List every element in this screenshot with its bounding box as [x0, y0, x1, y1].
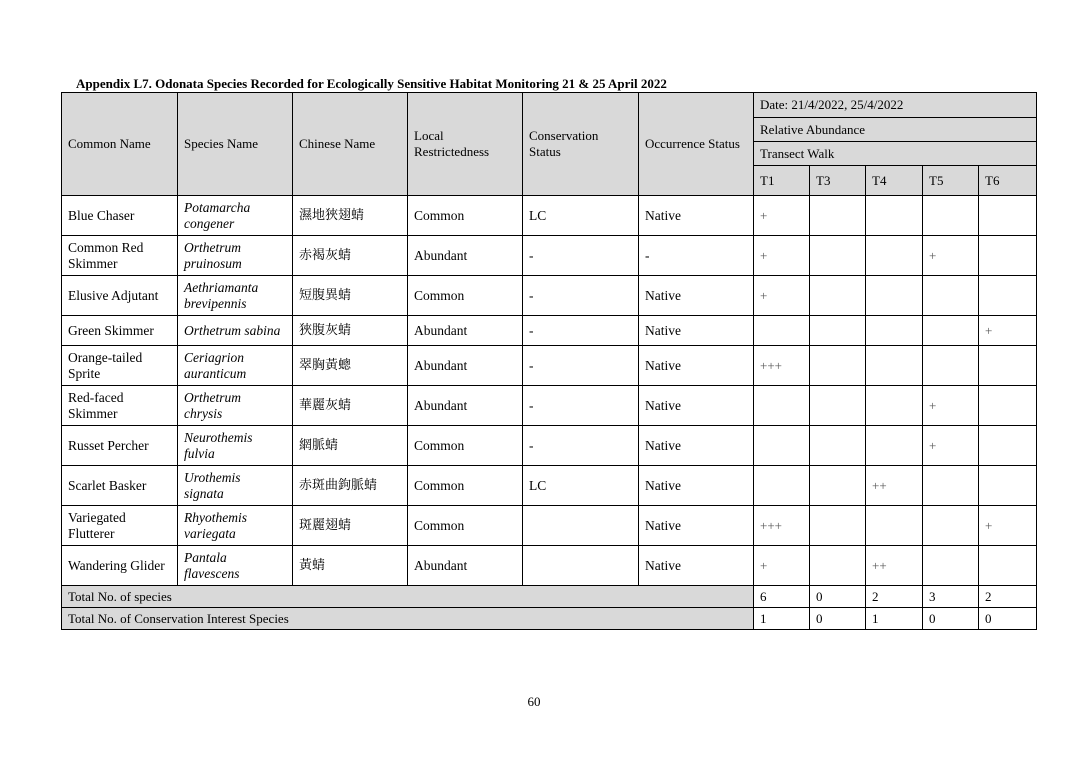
cell-abundance-t4: ++ [866, 546, 923, 586]
header-transect-t3: T3 [810, 166, 866, 196]
total-row [62, 608, 1037, 630]
table-row [62, 196, 1037, 236]
cell-local-restrictedness: Abundant [408, 386, 523, 426]
cell-species-name [178, 466, 293, 506]
header-transect-t1: T1 [754, 166, 810, 196]
table-row [62, 236, 1037, 276]
cell-abundance-t3 [810, 196, 866, 236]
total-value-t1: 6 [754, 586, 810, 608]
species-name-part: signata [184, 485, 224, 501]
cell-occurrence-status: Native [639, 346, 754, 386]
total-value-t6: 0 [979, 608, 1037, 630]
species-name-part: Orthetrum [184, 239, 241, 255]
cell-chinese-name: 赤褐灰蜻 [293, 236, 408, 276]
species-name-part: auranticum [184, 365, 247, 381]
page-number: 60 [527, 694, 541, 709]
cell-abundance-t5: + [923, 426, 979, 466]
total-row [62, 586, 1037, 608]
table-row [62, 316, 1037, 346]
header-local-restrictedness: Local Restrictedness [408, 93, 523, 196]
cell-abundance-t1: + [754, 546, 810, 586]
cell-chinese-name: 華麗灰蜻 [293, 386, 408, 426]
cell-chinese-name: 赤斑曲鉤脈蜻 [293, 466, 408, 506]
cell-abundance-t4 [866, 316, 923, 346]
cell-abundance-t4 [866, 346, 923, 386]
cell-abundance-t4 [866, 236, 923, 276]
species-name-part: Urothemis [184, 469, 241, 485]
table-row [62, 346, 1037, 386]
total-value-t4: 2 [866, 586, 923, 608]
cell-abundance-t5: + [923, 386, 979, 426]
cell-species-name [178, 316, 293, 346]
total-value-t5: 3 [923, 586, 979, 608]
total-label: Total No. of species [62, 586, 754, 608]
cell-abundance-t4 [866, 506, 923, 546]
cell-abundance-t1 [754, 426, 810, 466]
cell-abundance-t5 [923, 506, 979, 546]
cell-chinese-name: 網脈蜻 [293, 426, 408, 466]
species-name-part: Rhyothemis [184, 509, 247, 525]
table-caption: Appendix L7. Odonata Species Recorded for Ecologically Sensitive Habitat Monitoring 21 & 25 April 2022 [76, 76, 667, 91]
cell-abundance-t5 [923, 546, 979, 586]
cell-conservation-status: LC [523, 466, 639, 506]
header-conservation-status: Conservation Status [523, 93, 639, 196]
cell-chinese-name: 短腹異蜻 [293, 276, 408, 316]
cell-conservation-status [523, 506, 639, 546]
cell-abundance-t6: + [979, 506, 1037, 546]
table-row [62, 546, 1037, 586]
cell-abundance-t3 [810, 426, 866, 466]
cell-species-name [178, 276, 293, 316]
cell-abundance-t6: + [979, 316, 1037, 346]
cell-occurrence-status: Native [639, 316, 754, 346]
cell-species-name [178, 506, 293, 546]
table-row [62, 506, 1037, 546]
cell-abundance-t3 [810, 236, 866, 276]
cell-occurrence-status: Native [639, 386, 754, 426]
cell-local-restrictedness: Abundant [408, 346, 523, 386]
cell-species-name [178, 346, 293, 386]
odonata-species-table [61, 92, 1037, 630]
cell-abundance-t1: + [754, 236, 810, 276]
cell-common-name: Elusive Adjutant [62, 276, 178, 316]
cell-chinese-name: 狹腹灰蜻 [293, 316, 408, 346]
header-transect-t6: T6 [979, 166, 1037, 196]
header-transect-t5: T5 [923, 166, 979, 196]
cell-species-name [178, 236, 293, 276]
header-relative-abundance: Relative Abundance [754, 118, 1037, 142]
cell-abundance-t6 [979, 236, 1037, 276]
cell-abundance-t6 [979, 466, 1037, 506]
cell-common-name: Red-faced Skimmer [62, 386, 178, 426]
table-row [62, 276, 1037, 316]
species-name-part: brevipennis [184, 295, 247, 311]
cell-abundance-t5 [923, 196, 979, 236]
cell-abundance-t3 [810, 386, 866, 426]
header-date: Date: 21/4/2022, 25/4/2022 [754, 93, 1037, 118]
species-name-part: Potamarcha [184, 199, 251, 215]
table-row [62, 426, 1037, 466]
cell-conservation-status: - [523, 386, 639, 426]
species-name-part: Orthetrum [184, 389, 241, 405]
cell-abundance-t1 [754, 386, 810, 426]
total-label: Total No. of Conservation Interest Species [62, 608, 754, 630]
total-value-t6: 2 [979, 586, 1037, 608]
cell-local-restrictedness: Abundant [408, 316, 523, 346]
cell-abundance-t4 [866, 386, 923, 426]
cell-abundance-t5 [923, 276, 979, 316]
cell-abundance-t1: + [754, 276, 810, 316]
species-name-part: Neurothemis [184, 429, 253, 445]
cell-conservation-status: - [523, 316, 639, 346]
cell-abundance-t6 [979, 546, 1037, 586]
cell-local-restrictedness: Common [408, 276, 523, 316]
total-value-t5: 0 [923, 608, 979, 630]
cell-common-name: Blue Chaser [62, 196, 178, 236]
cell-common-name: Variegated Flutterer [62, 506, 178, 546]
species-name-part: chrysis [184, 405, 223, 421]
cell-conservation-status: LC [523, 196, 639, 236]
cell-occurrence-status: Native [639, 466, 754, 506]
cell-common-name: Green Skimmer [62, 316, 178, 346]
header-species-name: Species Name [178, 93, 293, 196]
cell-common-name: Common Red Skimmer [62, 236, 178, 276]
cell-common-name: Wandering Glider [62, 546, 178, 586]
cell-species-name [178, 386, 293, 426]
header-common-name: Common Name [62, 93, 178, 196]
cell-abundance-t6 [979, 276, 1037, 316]
species-name-part: Ceriagrion [184, 349, 245, 365]
cell-abundance-t6 [979, 346, 1037, 386]
cell-occurrence-status: Native [639, 546, 754, 586]
cell-abundance-t6 [979, 196, 1037, 236]
total-value-t1: 1 [754, 608, 810, 630]
cell-abundance-t5 [923, 466, 979, 506]
cell-abundance-t1: +++ [754, 346, 810, 386]
cell-abundance-t1: +++ [754, 506, 810, 546]
cell-conservation-status: - [523, 236, 639, 276]
cell-occurrence-status: - [639, 236, 754, 276]
cell-abundance-t3 [810, 546, 866, 586]
cell-abundance-t3 [810, 276, 866, 316]
cell-abundance-t4 [866, 196, 923, 236]
cell-local-restrictedness: Common [408, 426, 523, 466]
species-name-part: Pantala [184, 549, 227, 565]
cell-chinese-name: 斑麗翅蜻 [293, 506, 408, 546]
species-name-part: congener [184, 215, 235, 231]
cell-occurrence-status: Native [639, 426, 754, 466]
cell-abundance-t1 [754, 466, 810, 506]
species-name-part: Orthetrum sabina [184, 322, 281, 338]
species-name-part: Aethriamanta [184, 279, 259, 295]
cell-abundance-t3 [810, 316, 866, 346]
species-name-part: pruinosum [184, 255, 242, 271]
cell-abundance-t3 [810, 466, 866, 506]
cell-common-name: Russet Percher [62, 426, 178, 466]
cell-species-name [178, 426, 293, 466]
cell-species-name [178, 546, 293, 586]
cell-abundance-t4 [866, 276, 923, 316]
total-value-t3: 0 [810, 586, 866, 608]
cell-occurrence-status: Native [639, 196, 754, 236]
cell-local-restrictedness: Common [408, 506, 523, 546]
cell-abundance-t6 [979, 386, 1037, 426]
cell-chinese-name: 翠胸黃蟌 [293, 346, 408, 386]
header-transect-t4: T4 [866, 166, 923, 196]
cell-local-restrictedness: Common [408, 196, 523, 236]
species-name-part: variegata [184, 525, 236, 541]
cell-abundance-t5 [923, 316, 979, 346]
cell-occurrence-status: Native [639, 506, 754, 546]
cell-abundance-t1 [754, 316, 810, 346]
cell-abundance-t4 [866, 426, 923, 466]
cell-conservation-status: - [523, 346, 639, 386]
species-name-part: flavescens [184, 565, 240, 581]
cell-common-name: Orange-tailed Sprite [62, 346, 178, 386]
cell-conservation-status [523, 546, 639, 586]
header-chinese-name: Chinese Name [293, 93, 408, 196]
cell-chinese-name: 黃蜻 [293, 546, 408, 586]
cell-local-restrictedness: Abundant [408, 546, 523, 586]
total-value-t3: 0 [810, 608, 866, 630]
table-row [62, 386, 1037, 426]
cell-conservation-status: - [523, 276, 639, 316]
cell-abundance-t6 [979, 426, 1037, 466]
species-name-part: fulvia [184, 445, 215, 461]
cell-abundance-t3 [810, 506, 866, 546]
cell-local-restrictedness: Abundant [408, 236, 523, 276]
header-transect-walk: Transect Walk [754, 142, 1037, 166]
cell-abundance-t4: ++ [866, 466, 923, 506]
cell-abundance-t3 [810, 346, 866, 386]
cell-abundance-t1: + [754, 196, 810, 236]
header-occurrence-status: Occurrence Status [639, 93, 754, 196]
cell-common-name: Scarlet Basker [62, 466, 178, 506]
cell-local-restrictedness: Common [408, 466, 523, 506]
cell-conservation-status: - [523, 426, 639, 466]
total-value-t4: 1 [866, 608, 923, 630]
cell-abundance-t5 [923, 346, 979, 386]
cell-species-name [178, 196, 293, 236]
cell-occurrence-status: Native [639, 276, 754, 316]
table-row [62, 466, 1037, 506]
cell-abundance-t5: + [923, 236, 979, 276]
cell-chinese-name: 濕地狹翅蜻 [293, 196, 408, 236]
